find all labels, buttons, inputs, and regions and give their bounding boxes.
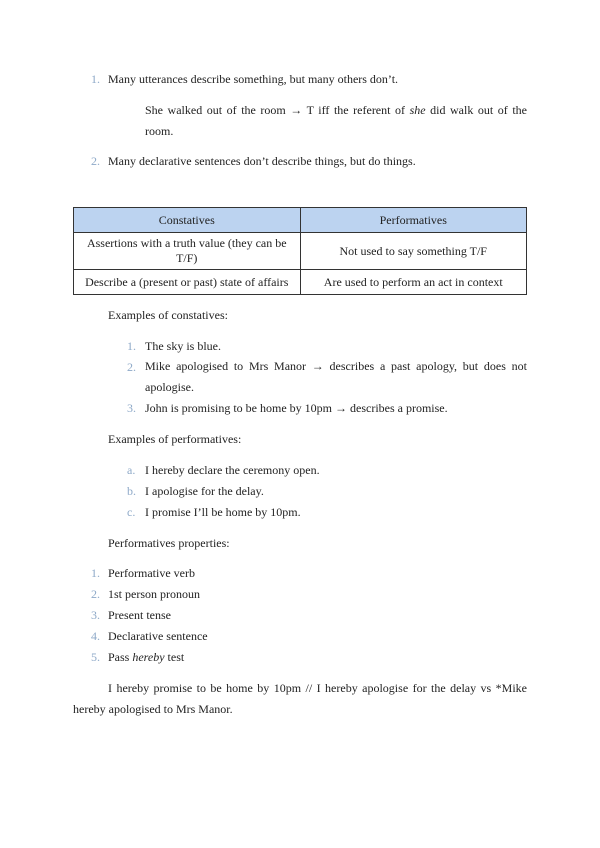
example-text-end: did walk out of the room. [145, 103, 527, 138]
table-cell: Are used to perform an act in context [300, 270, 527, 295]
list-number: 2. [91, 154, 100, 168]
list-item-text: Many declarative sentences don’t describe things, but do things. [108, 154, 416, 168]
table-cell: Describe a (present or past) state of affairs [74, 270, 301, 295]
item-text-end: test [164, 650, 185, 664]
list-item-text: I apologise for the delay. [145, 484, 264, 498]
closing-paragraph: I hereby promise to be home by 10pm // I hereby apologise for the delay vs *Mike hereby apologised to Mrs Manor. [73, 681, 527, 716]
table-cell: Not used to say something T/F [300, 233, 527, 270]
list-item-text [108, 649, 184, 665]
list-number: 2. [91, 587, 100, 601]
list-item-text: Declarative sentence [108, 629, 208, 643]
list-item-text: Many utterances describe something, but many others don’t. [108, 72, 399, 86]
list-item-text: John is promising to be home by 10pm → describes a promise. [145, 401, 448, 415]
list-letter: a. [127, 463, 136, 477]
table-header-row [74, 208, 527, 233]
table-row [74, 233, 527, 270]
table-row [74, 270, 527, 295]
list-item-text: I hereby declare the ceremony open. [145, 463, 320, 477]
list-number: 3. [91, 608, 100, 622]
list-number: 1. [127, 339, 136, 353]
list-number: 4. [91, 629, 100, 643]
list-number: 1. [91, 72, 100, 86]
list-item-text: 1st person pronoun [108, 587, 200, 601]
list-item-text: The sky is blue. [145, 339, 221, 353]
list-item-text: Performative verb [108, 566, 195, 580]
item-text: Pass [108, 650, 133, 664]
list-letter: b. [127, 484, 136, 498]
section-heading: Examples of constatives: [108, 308, 228, 322]
table-header-constatives: Constatives [74, 208, 301, 233]
list-letter: c. [127, 505, 136, 519]
list-number: 5. [91, 650, 100, 664]
list-number: 1. [91, 566, 100, 580]
example-text: She walked out of the room → T iff the referent of [145, 103, 410, 117]
comparison-table [73, 207, 527, 295]
list-item-text: Mike apologised to Mrs Manor → describes a past apology, but does not apologise. [145, 359, 527, 394]
item-italic: hereby [132, 650, 165, 664]
section-heading: Performatives properties: [108, 536, 230, 550]
table-cell: Assertions with a truth value (they can be T/F) [74, 233, 301, 270]
list-number: 3. [127, 401, 136, 415]
list-item-text: I promise I’ll be home by 10pm. [145, 505, 301, 519]
section-heading: Examples of performatives: [108, 432, 242, 446]
table-header-performatives: Performatives [300, 208, 527, 233]
example-sentence [145, 100, 527, 142]
list-item-text: Present tense [108, 608, 171, 622]
example-italic: she [409, 103, 426, 117]
list-number: 2. [127, 360, 136, 374]
